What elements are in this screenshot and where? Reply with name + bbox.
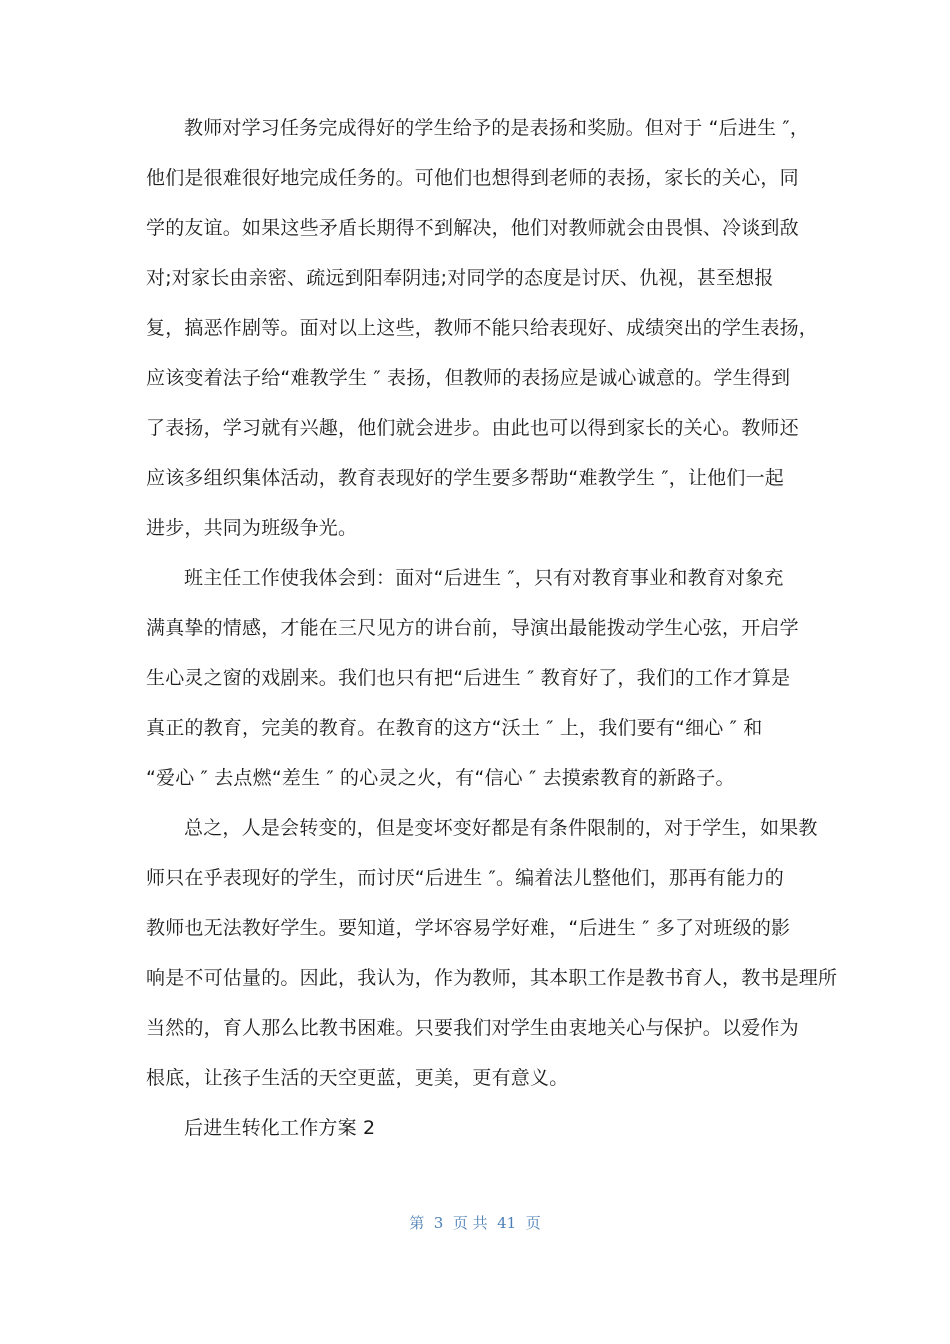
text-line: 根底，让孩子生活的天空更蓝，更美，更有意义。 (146, 1067, 569, 1089)
text-line: 真正的教育，完美的教育。在教育的这方“沃土 ″ 上，我们要有“细心 ″ 和 (146, 717, 763, 739)
text-line: 了表扬，学习就有兴趣，他们就会进步。由此也可以得到家长的关心。教师还 (146, 417, 799, 439)
text-line: “爱心 ″ 去点燃“差生 ″ 的心灵之火，有“信心 ″ 去摸索教育的新路子。 (146, 767, 735, 789)
text-line: 当然的，育人那么比教书困难。只要我们对学生由衷地关心与保护。以爱作为 (146, 1017, 799, 1039)
text-line: 进步，共同为班级争光。 (146, 517, 358, 539)
text-line: 学的友谊。如果这些矛盾长期得不到解决，他们对教师就会由畏惧、冷谈到敌 (146, 217, 799, 239)
text-line: 复，搞恶作剧等。面对以上这些，教师不能只给表现好、成绩突出的学生表扬， (146, 317, 819, 339)
text-line: 应该多组织集体活动，教育表现好的学生要多帮助“难教学生 ″，让他们一起 (146, 467, 784, 489)
text-line: 生心灵之窗的戏剧来。我们也只有把“后进生 ″ 教育好了，我们的工作才算是 (146, 667, 791, 689)
text-line: 教师对学习任务完成得好的学生给予的是表扬和奖励。但对于 “后进生 ″， (184, 117, 810, 139)
page-footer: 第 3 页 共 41 页 (409, 1214, 541, 1232)
section-heading: 后进生转化工作方案 2 (184, 1117, 376, 1139)
text-line: 教师也无法教好学生。要知道，学坏容易学好难，“后进生 ″ 多了对班级的影 (146, 917, 791, 939)
text-line: 总之，人是会转变的，但是变坏变好都是有条件限制的，对于学生，如果教 (184, 817, 818, 839)
text-line: 他们是很难很好地完成任务的。可他们也想得到老师的表扬，家长的关心，同 (146, 167, 799, 189)
text-line: 应该变着法子给“难教学生 ″ 表扬，但教师的表扬应是诚心诚意的。学生得到 (146, 367, 791, 389)
text-line: 班主任工作使我体会到：面对“后进生 ″，只有对教育事业和教育对象充 (184, 567, 784, 589)
text-line: 对;对家长由亲密、疏远到阳奉阴违;对同学的态度是讨厌、仇视，甚至想报 (146, 267, 774, 289)
text-line: 师只在乎表现好的学生，而讨厌“后进生 ″。编着法儿整他们，那再有能力的 (146, 867, 784, 889)
text-line: 满真挚的情感，才能在三尺见方的讲台前，导演出最能拨动学生心弦，开启学 (146, 617, 799, 639)
text-line: 响是不可估量的。因此，我认为，作为教师，其本职工作是教书育人，教书是理所 (146, 967, 838, 989)
